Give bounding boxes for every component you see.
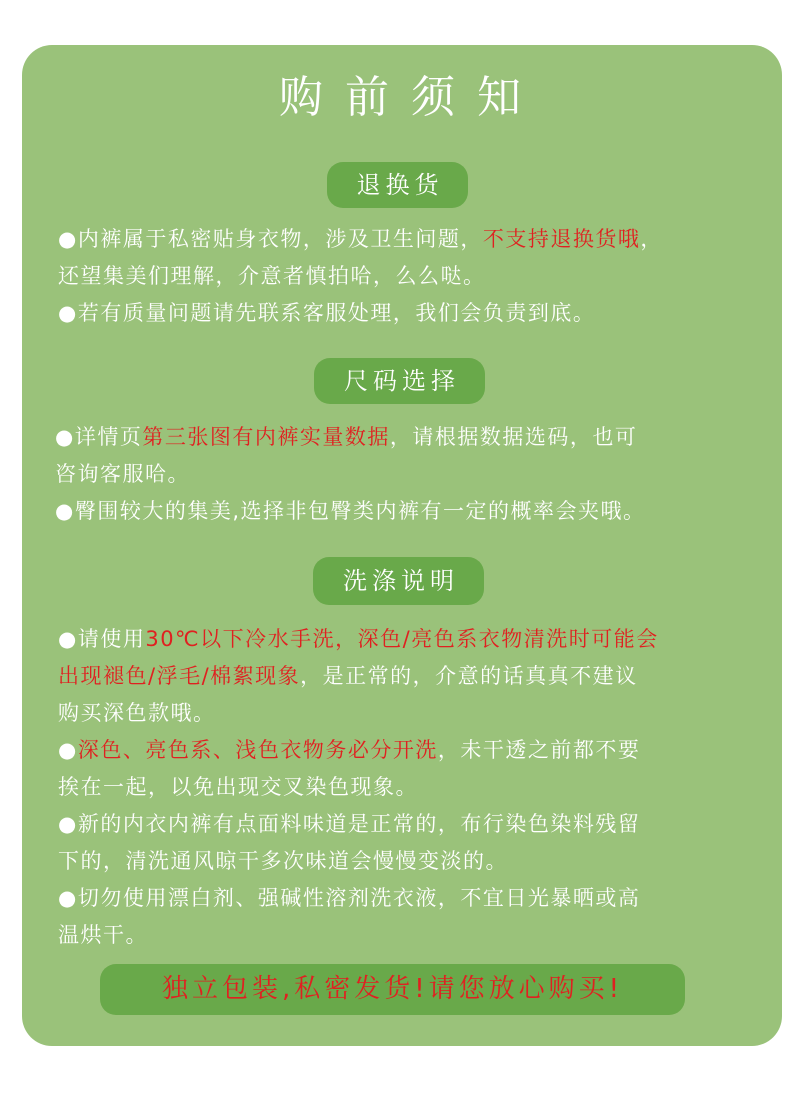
size-guide-text [55, 419, 755, 530]
text-line: 挨在一起，以免出现交叉染色现象。 [58, 775, 418, 799]
footer-banner: 独立包装,私密发货!请您放心购买! [100, 964, 685, 1015]
text-line: ●切勿使用漂白剂、强碱性溶剂洗衣液，不宜日光暴晒或高 [58, 886, 641, 910]
wash-instructions-text [58, 621, 758, 954]
text-line: ●请使用30℃以下冷水手洗，深色/亮色系衣物清洗时可能会 [58, 627, 659, 651]
return-policy-text [58, 221, 758, 332]
text-line: ●深色、亮色系、浅色衣物务必分开洗，未干透之前都不要 [58, 738, 641, 762]
text-line: 温烘干。 [58, 923, 148, 947]
section-heading-size: 尺码选择 [314, 358, 485, 404]
text-line: ●内裤属于私密贴身衣物，涉及卫生问题，不支持退换货哦， [58, 227, 663, 251]
text-line: ●新的内衣内裤有点面料味道是正常的，布行染色染料残留 [58, 812, 641, 836]
text-line: 咨询客服哈。 [55, 462, 190, 486]
text-line: 出现褪色/浮毛/棉絮现象，是正常的，介意的话真真不建议 [58, 664, 638, 688]
text-line: ●臀围较大的集美,选择非包臀类内裤有一定的概率会夹哦。 [55, 499, 646, 523]
section-heading-wash: 洗涤说明 [313, 557, 484, 605]
text-line: 购买深色款哦。 [58, 701, 216, 725]
text-line: 下的，清洗通风晾干多次味道会慢慢变淡的。 [58, 849, 508, 873]
text-line: ●详情页第三张图有内裤实量数据，请根据数据选码，也可 [55, 425, 638, 449]
text-line: 还望集美们理解，介意者慎拍哈，么么哒。 [58, 264, 486, 288]
section-heading-return: 退换货 [327, 162, 468, 208]
page-title: 购前须知 [279, 72, 543, 123]
text-line: ●若有质量问题请先联系客服处理，我们会负责到底。 [58, 301, 596, 325]
